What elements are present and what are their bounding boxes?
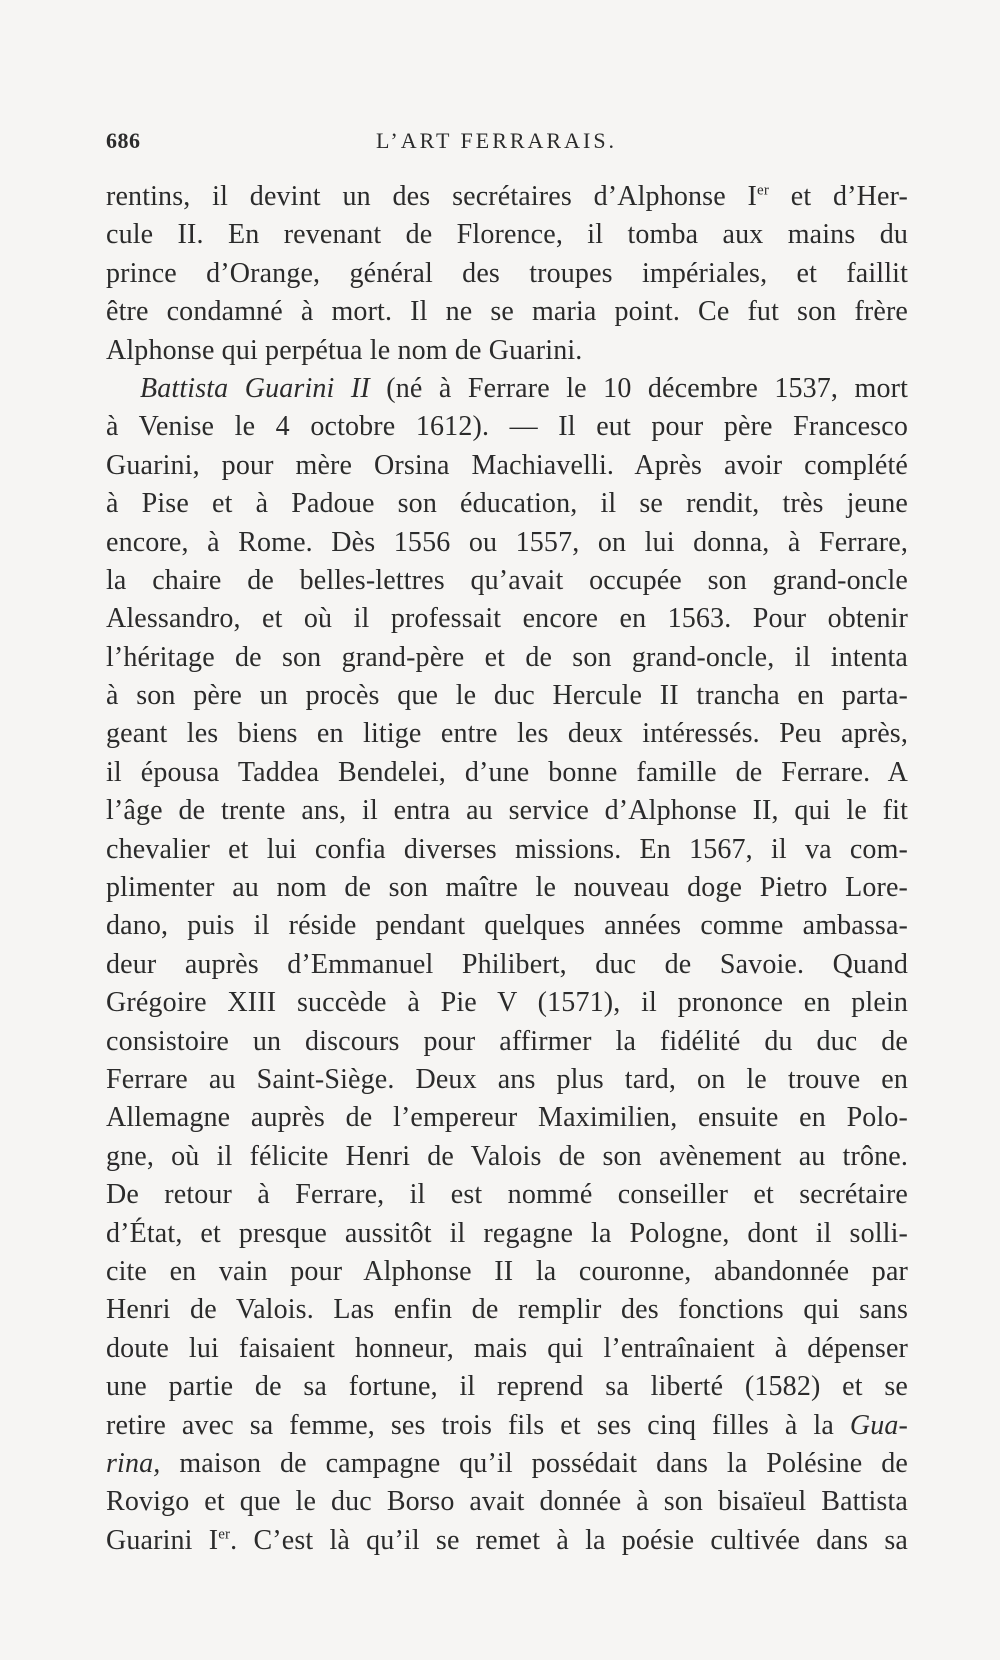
text-line: chevalier et lui confia diverses missions. En 1567, il va com- [106, 833, 908, 865]
text-line: d’État, et presque aussitôt il regagne la Pologne, dont il solli- [106, 1217, 908, 1249]
text-line: plimenter au nom de son maître le nouveau doge Pietro Lore- [106, 872, 908, 904]
text-line: l’héritage de son grand-père et de son grand-oncle, il intenta [106, 641, 908, 673]
text-line: à Venise le 4 octobre 1612). — Il eut pour père Francesco [106, 411, 908, 443]
running-title: L’ART FERRARAIS. [376, 128, 618, 153]
text-line: geant les biens en litige entre les deux intéressés. Peu après, [106, 718, 908, 750]
text-line: à Pise et à Padoue son éducation, il se rendit, très jeune [106, 488, 908, 520]
text-line: cite en vain pour Alphonse II la couronne, abandonnée par [106, 1255, 908, 1287]
text-line: Rovigo et que le duc Borso avait donnée à son bisaïeul Battista [106, 1486, 908, 1518]
text-line: Henri de Valois. Las enfin de remplir des fonctions qui sans [106, 1294, 908, 1326]
text-line: Alessandro, et où il professait encore en 1563. Pour obtenir [106, 603, 908, 635]
text-line: Guarini Ier. C’est là qu’il se remet à la poésie cultivée dans sa [106, 1524, 908, 1556]
text-line: Alphonse qui perpétua le nom de Guarini. [106, 334, 583, 366]
text-line: cule II. En revenant de Florence, il tomba aux mains du [106, 219, 908, 251]
text-line: Guarini, pour mère Orsina Machiavelli. Après avoir complété [106, 449, 908, 481]
text-line: prince d’Orange, général des troupes impériales, et faillit [106, 257, 908, 289]
text-line: encore, à Rome. Dès 1556 ou 1557, on lui donna, à Ferrare, [106, 526, 908, 558]
text-line: retire avec sa femme, ses trois fils et ses cinq filles à la Gua- [106, 1409, 908, 1441]
text-line: rentins, il devint un des secrétaires d’Alphonse Ier et d’Her- [106, 181, 908, 212]
text-line: à son père un procès que le duc Hercule II trancha en parta- [106, 680, 908, 712]
place-name-italic: Gua- [849, 1409, 908, 1441]
text-line: Ferrare au Saint-Siège. Deux ans plus tard, on le trouve en [106, 1063, 908, 1095]
text-line: une partie de sa fortune, il reprend sa liberté (1582) et se [106, 1371, 908, 1403]
paragraph-start-line: Battista Guarini II (né à Ferrare le 10 décembre 1537, mort [140, 372, 908, 404]
text-line: deur auprès d’Emmanuel Philibert, duc de Savoie. Quand [106, 948, 908, 980]
text-line: De retour à Ferrare, il est nommé conseiller et secrétaire [106, 1179, 908, 1211]
place-name-italic: rina, [106, 1447, 161, 1479]
text-line: être condamné à mort. Il ne se maria point. Ce fut son frère [106, 296, 908, 328]
text-line: dano, puis il réside pendant quelques années comme ambassa- [106, 910, 908, 942]
person-name-italic: Battista Guarini II [140, 372, 370, 404]
text-line: l’âge de trente ans, il entra au service d’Alphonse II, qui le fit [106, 795, 908, 827]
text-line: gne, où il félicite Henri de Valois de son avènement au trône. [106, 1140, 908, 1172]
page-number: 686 [106, 128, 141, 153]
text-line: Grégoire XIII succède à Pie V (1571), il prononce en plein [106, 987, 908, 1019]
text-line: doute lui faisaient honneur, mais qui l’entraînaient à dépenser [106, 1332, 908, 1364]
body-text [106, 178, 908, 1560]
text-line: la chaire de belles-lettres qu’avait occupée son grand-oncle [106, 564, 908, 596]
text-line: consistoire un discours pour affirmer la fidélité du duc de [106, 1025, 908, 1057]
text-line: il épousa Taddea Bendelei, d’une bonne famille de Ferrare. A [106, 756, 908, 788]
text-line: rina, maison de campagne qu’il possédait dans la Polésine de [106, 1447, 908, 1479]
running-head [106, 128, 906, 168]
text-line: Allemagne auprès de l’empereur Maximilien, ensuite en Polo- [106, 1102, 908, 1134]
